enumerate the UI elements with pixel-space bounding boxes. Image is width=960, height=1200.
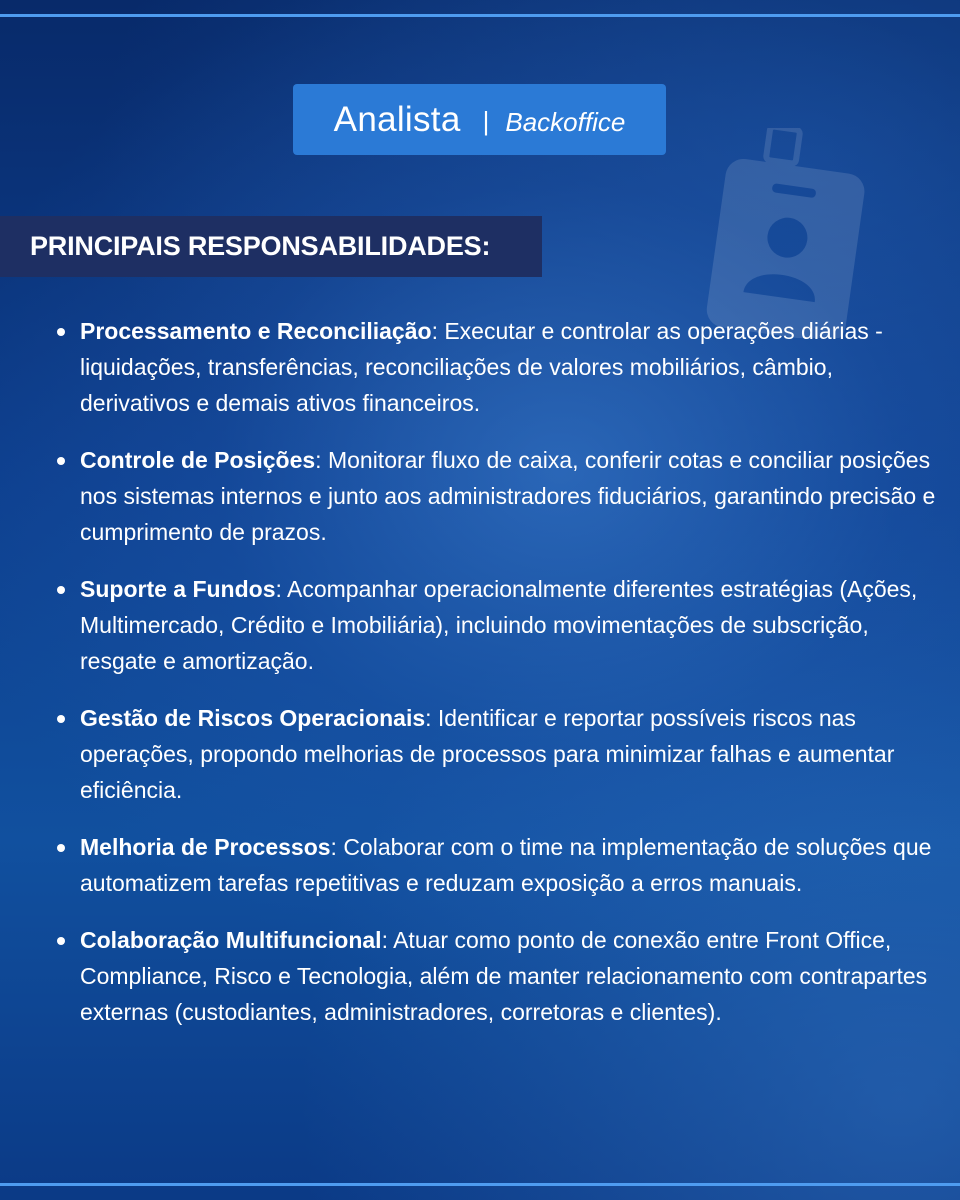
- bullet-icon: [57, 715, 65, 723]
- bullet-icon: [57, 586, 65, 594]
- job-department: Backoffice: [505, 107, 626, 137]
- list-item: [56, 922, 946, 1030]
- responsibility-title: Controle de Posições: [80, 447, 316, 473]
- responsibility-title: Gestão de Riscos Operacionais: [80, 705, 426, 731]
- responsibility-text: : Executar e controlar as operações diárias - liquidações, transferências, reconciliações de valores mobiliários, câmbio, derivativos e demais ativos financeiros.: [80, 318, 883, 416]
- bullet-icon: [57, 937, 65, 945]
- bullet-icon: [57, 844, 65, 852]
- responsibility-text: : Identificar e reportar possíveis riscos nas operações, propondo melhorias de processos para minimizar falhas e aumentar eficiência.: [80, 705, 895, 803]
- responsibility-text: : Acompanhar operacionalmente diferentes estratégias (Ações, Multimercado, Crédito e Imobiliária), incluindo movimentações de subscrição, resgate e amortização.: [80, 576, 918, 674]
- responsibilities-list: [56, 313, 946, 1051]
- responsibility-text: : Colaborar com o time na implementação de soluções que automatizem tarefas repetitivas e reduzam exposição a erros manuais.: [80, 834, 932, 896]
- responsibility-text: : Monitorar fluxo de caixa, conferir cotas e conciliar posições nos sistemas internos e junto aos administradores fiduciários, garantindo precisão e cumprimento de prazos.: [80, 447, 936, 545]
- title-separator: |: [482, 106, 490, 136]
- list-item: [56, 313, 946, 421]
- bullet-icon: [57, 328, 65, 336]
- top-divider: [0, 14, 960, 17]
- section-header: [0, 216, 542, 277]
- job-title: Analista: [333, 99, 461, 139]
- bullet-icon: [57, 457, 65, 465]
- responsibility-title: Suporte a Fundos: [80, 576, 276, 602]
- responsibility-title: Colaboração Multifuncional: [80, 927, 382, 953]
- list-item: [56, 829, 946, 901]
- list-item: [56, 571, 946, 679]
- bottom-divider: [0, 1183, 960, 1186]
- id-badge-icon: [694, 128, 884, 338]
- job-title-badge: [293, 84, 666, 155]
- responsibility-title: Melhoria de Processos: [80, 834, 331, 860]
- list-item: [56, 700, 946, 808]
- responsibility-title: Processamento e Reconciliação: [80, 318, 432, 344]
- list-item: [56, 442, 946, 550]
- responsibility-text: : Atuar como ponto de conexão entre Front Office, Compliance, Risco e Tecnologia, além de manter relacionamento com contrapartes externas (custodiantes, administradores, corretoras e clientes).: [80, 927, 928, 1025]
- section-title: PRINCIPAIS RESPONSABILIDADES:: [30, 231, 491, 261]
